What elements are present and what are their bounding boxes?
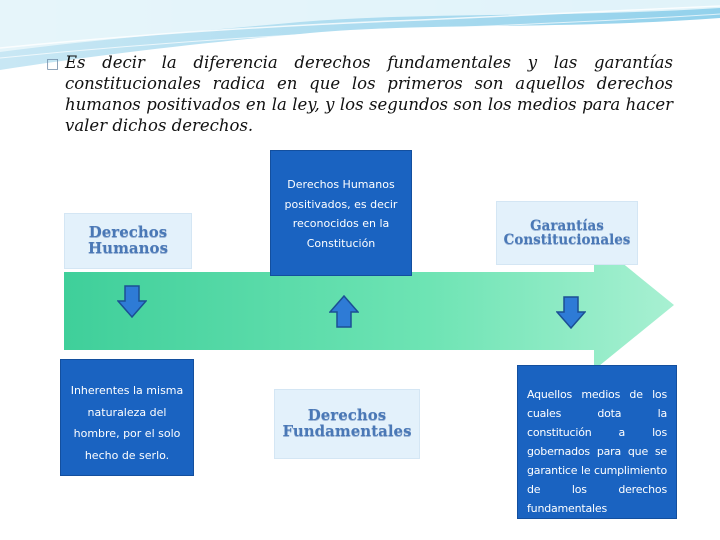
box-derechos-positivados-text: Derechos Humanos positivados, es decir reconocidos en la Constitución: [284, 178, 398, 250]
box-medios-garantias: [517, 365, 677, 519]
bullet-square-icon: □: [46, 56, 60, 72]
up-arrow-icon: [329, 295, 359, 328]
box-inherentes: [60, 359, 194, 476]
card-garantias-constitucionales-label: Garantías Constitucionales: [503, 217, 631, 248]
intro-paragraph: Es decir la diferencia derechos fundamentales y las garantías constitucionales radica en que los primeros son aquellos derechos humanos positivados en la ley, y los segundos son los medios para hacer valer dichos derechos.: [65, 53, 673, 135]
card-derechos-humanos-label: Derechos Humanos: [87, 223, 169, 257]
box-inherentes-text: Inherentes la misma naturaleza del hombre, por el solo hecho de serlo.: [70, 384, 184, 462]
card-derechos-fundamentales-label: Derechos Fundamentales: [282, 406, 412, 440]
box-medios-garantias-text: Aquellos medios de los cuales dota la constitución a los gobernados para que se garantice le cumplimiento de los derechos fundamentales: [527, 388, 667, 515]
box-derechos-positivados: [270, 150, 412, 276]
card-garantias-constitucionales: [496, 201, 638, 265]
down-arrow-icon: [556, 296, 586, 329]
down-arrow-icon: [117, 285, 147, 318]
card-derechos-humanos: [64, 213, 192, 269]
card-derechos-fundamentales: [274, 389, 420, 459]
